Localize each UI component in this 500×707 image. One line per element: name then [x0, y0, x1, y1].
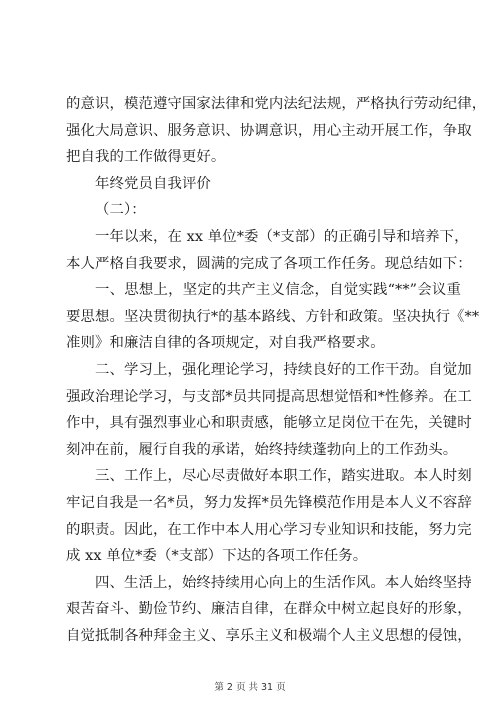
body-line: 刻冲在前，履行自我的承诺，始终持续蓬勃向上的工作劲头。 — [66, 441, 458, 458]
body-line: 的意识，模范遵守国家法律和党内法纪法规，严格执行劳动纪律， — [66, 96, 487, 112]
body-line: 把自我的工作做得更好。 — [66, 149, 226, 166]
body-line: 艰苦奋斗、勤俭节约、廉洁自律，在群众中树立起良好的形象， — [66, 601, 472, 618]
section-title: 年终党员自我评价 — [95, 175, 211, 192]
body-line: 自觉抵制各种拜金主义、享乐主义和极端个人主义思想的侵蚀， — [66, 627, 472, 644]
paragraph-start-line: 一、思想上，坚定的共产主义信念，自觉实践“**”会议重 — [95, 282, 461, 299]
paragraph-start-line: 三、工作上，尽心尽责做好本职工作，踏实进取。本人时刻 — [95, 468, 472, 485]
body-line: 要思想。坚决贯彻执行*的基本路线、方针和政策。坚决执行《** — [66, 308, 480, 325]
body-line: 的职责。因此，在工作中本人用心学习专业知识和技能，努力完 — [66, 521, 472, 538]
body-line: 牢记自我是一名*员，努力发挥*员先锋模范作用是本人义不容辞 — [66, 494, 472, 511]
paragraph-start-line: 二、学习上，强化理论学习，持续良好的工作干劲。自觉加 — [95, 361, 472, 378]
body-line: 作中，具有强烈事业心和职责感，能够立足岗位干在先，关键时 — [66, 415, 472, 432]
body-line: 强政治理论学习，与支部*员共同提高思想觉悟和*性修养。在工 — [66, 388, 472, 405]
section-number: （二）： — [95, 202, 146, 219]
body-line: 成 xx 单位*委（*支部）下达的各项工作任务。 — [66, 548, 368, 565]
body-line: 准则》和廉洁自律的各项规定，对自我严格要求。 — [66, 335, 385, 352]
paragraph-start-line: 四、生活上，始终持续用心向上的生活作风。本人始终坚持 — [95, 574, 472, 591]
page-number-label: 第 2 页 共 31 页 — [214, 682, 286, 693]
body-line: 强化大局意识、服务意识、协调意识，用心主动开展工作，争取 — [66, 122, 472, 139]
document-body — [66, 91, 487, 649]
body-line: 本人严格自我要求，圆满的完成了各项工作任务。现总结如下： — [66, 255, 472, 272]
page-footer — [0, 679, 500, 693]
paragraph-start-line: 一年以来，在 xx 单位*委（*支部）的正确引导和培养下， — [95, 228, 469, 245]
